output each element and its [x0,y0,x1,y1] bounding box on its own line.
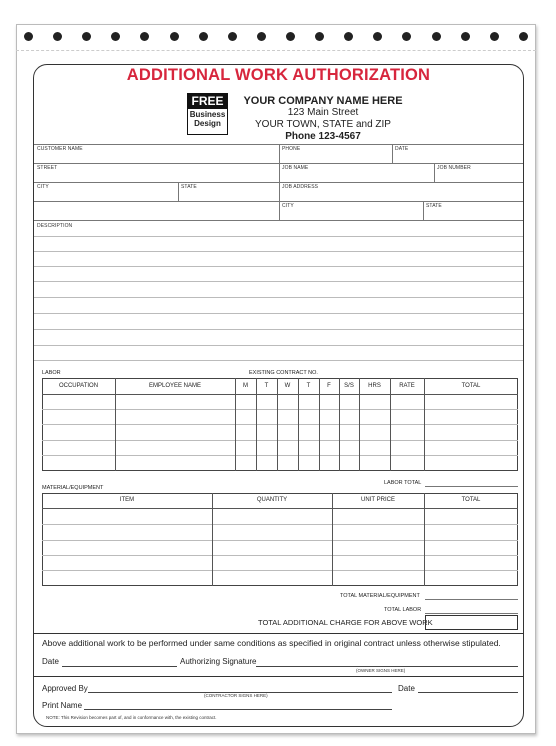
approved-by-label: Approved By [42,684,88,693]
logo-business-text: Business [189,110,226,119]
material-label: MATERIAL/EQUIPMENT [42,485,104,491]
ruled-line [34,266,524,267]
total-material-line[interactable] [425,599,518,600]
grand-total-box[interactable] [425,615,518,630]
street-field[interactable]: STREET [37,165,58,171]
ruled-line [34,329,524,330]
approval-date-line[interactable] [418,692,518,693]
divider [392,144,393,163]
labor-col-divider [115,378,116,471]
customer-name-field[interactable]: CUSTOMER NAME [37,146,83,152]
date-label: Date [42,657,59,666]
authorizing-signature-label: Authorizing Signature [180,657,257,666]
date-field[interactable]: DATE [395,146,409,152]
labor-row[interactable] [42,455,518,456]
print-name-label: Print Name [42,701,83,710]
description-area[interactable] [34,220,524,362]
labor-row[interactable] [42,424,518,425]
binding-hole [257,32,266,41]
total-material-label: TOTAL MATERIAL/EQUIPMENT [340,593,420,599]
binding-hole [286,32,295,41]
material-row[interactable] [42,524,518,525]
total-labor-label: TOTAL LABOR [384,607,422,613]
labor-header-divider [42,394,518,395]
binding-hole [344,32,353,41]
material-row[interactable] [42,555,518,556]
labor-col-occupation: OCCUPATION [58,383,99,389]
binding-hole [402,32,411,41]
work-authorization-form [33,64,524,727]
labor-col-tue: T [264,383,269,389]
material-col-divider [424,493,425,586]
ruled-line [34,313,524,314]
binding-holes [16,30,536,46]
labor-total-line[interactable] [425,486,518,487]
material-row[interactable] [42,540,518,541]
binding-hole [82,32,91,41]
contractor-signs-caption: (CONTRACTOR SIGNS HERE) [204,693,268,698]
binding-hole [373,32,382,41]
total-labor-line[interactable] [425,613,518,614]
binding-hole [315,32,324,41]
binding-hole [432,32,441,41]
labor-col-divider [235,378,236,471]
material-row[interactable] [42,570,518,571]
binding-hole [24,32,33,41]
section-divider [34,633,524,634]
material-col-divider [212,493,213,586]
phone-field[interactable]: PHONE [282,146,301,152]
ruled-line [34,251,524,252]
authorizing-signature-line[interactable] [256,666,518,667]
binding-hole [199,32,208,41]
labor-col-rate: RATE [399,383,415,389]
binding-hole [111,32,120,41]
business-logo [187,93,228,135]
labor-col-total: TOTAL [461,383,481,389]
ruled-line [34,360,524,361]
company-street: 123 Main Street [287,107,359,118]
labor-col-divider [298,378,299,471]
company-phone: Phone 123-4567 [285,131,361,142]
labor-col-divider [424,378,425,471]
divider [423,201,424,220]
description-label: DESCRIPTION [37,223,73,229]
labor-col-thu: T [306,383,311,389]
labor-col-divider [339,378,340,471]
binding-hole [490,32,499,41]
labor-label: LABOR [42,370,61,376]
binding-hole [228,32,237,41]
state-field[interactable]: STATE [181,184,197,190]
print-name-line[interactable] [84,709,392,710]
company-block [233,95,413,143]
binding-hole [519,32,528,41]
logo-free-text: FREE [188,94,227,109]
company-citystate: YOUR TOWN, STATE and ZIP [255,119,391,130]
labor-col-employee-name: EMPLOYEE NAME [148,383,201,389]
divider [279,144,280,220]
owner-signs-caption: (OWNER SIGNS HERE) [356,668,406,673]
labor-col-mon: M [243,383,248,389]
labor-col-wed: W [284,383,291,389]
form-title: ADDITIONAL WORK AUTHORIZATION [126,66,431,84]
job-address-field[interactable]: JOB ADDRESS [282,184,319,190]
date-line[interactable] [62,666,177,667]
conditions-statement: Above additional work to be performed under same conditions as specified in original contract unless otherwise stipulated. [42,638,501,648]
divider [434,163,435,182]
approval-date-label: Date [398,684,415,693]
material-header-divider [42,508,518,509]
labor-col-divider [277,378,278,471]
ruled-line [34,345,524,346]
material-col-quantity: QUANTITY [256,497,288,503]
ruled-line [34,236,524,237]
material-col-item: ITEM [119,497,135,503]
job-name-field[interactable]: JOB NAME [282,165,309,171]
labor-col-hours: HRS [368,383,381,389]
logo-design-text: Design [194,118,221,128]
labor-col-divider [359,378,360,471]
material-col-unit-price: UNIT PRICE [361,497,395,503]
binding-hole [53,32,62,41]
labor-col-divider [319,378,320,471]
binding-hole [170,32,179,41]
binding-hole [461,32,470,41]
labor-total-label: LABOR TOTAL [384,480,422,486]
labor-col-fri: F [327,383,331,389]
labor-col-divider [256,378,257,471]
city-field[interactable]: CITY [37,184,49,190]
divider [178,182,179,201]
revision-note: NOTE: This Revision becomes part of, and in conformance with, the existing contract. [46,715,217,720]
labor-col-sat-sun: S/S [344,383,354,389]
company-name: YOUR COMPANY NAME HERE [243,95,403,107]
perforation-line [16,50,536,51]
material-col-divider [332,493,333,586]
job-number-field[interactable]: JOB NUMBER [437,165,471,171]
labor-col-divider [390,378,391,471]
existing-contract-label: EXISTING CONTRACT NO. [249,370,318,376]
section-divider [34,676,524,677]
ruled-line [34,297,524,298]
binding-hole [140,32,149,41]
material-col-total: TOTAL [461,497,481,503]
job-city-field[interactable]: CITY [282,203,294,209]
labor-row[interactable] [42,409,518,410]
grand-total-label: TOTAL ADDITIONAL CHARGE FOR ABOVE WORK [258,618,433,627]
ruled-line [34,281,524,282]
job-state-field[interactable]: STATE [426,203,442,209]
labor-row[interactable] [42,440,518,441]
